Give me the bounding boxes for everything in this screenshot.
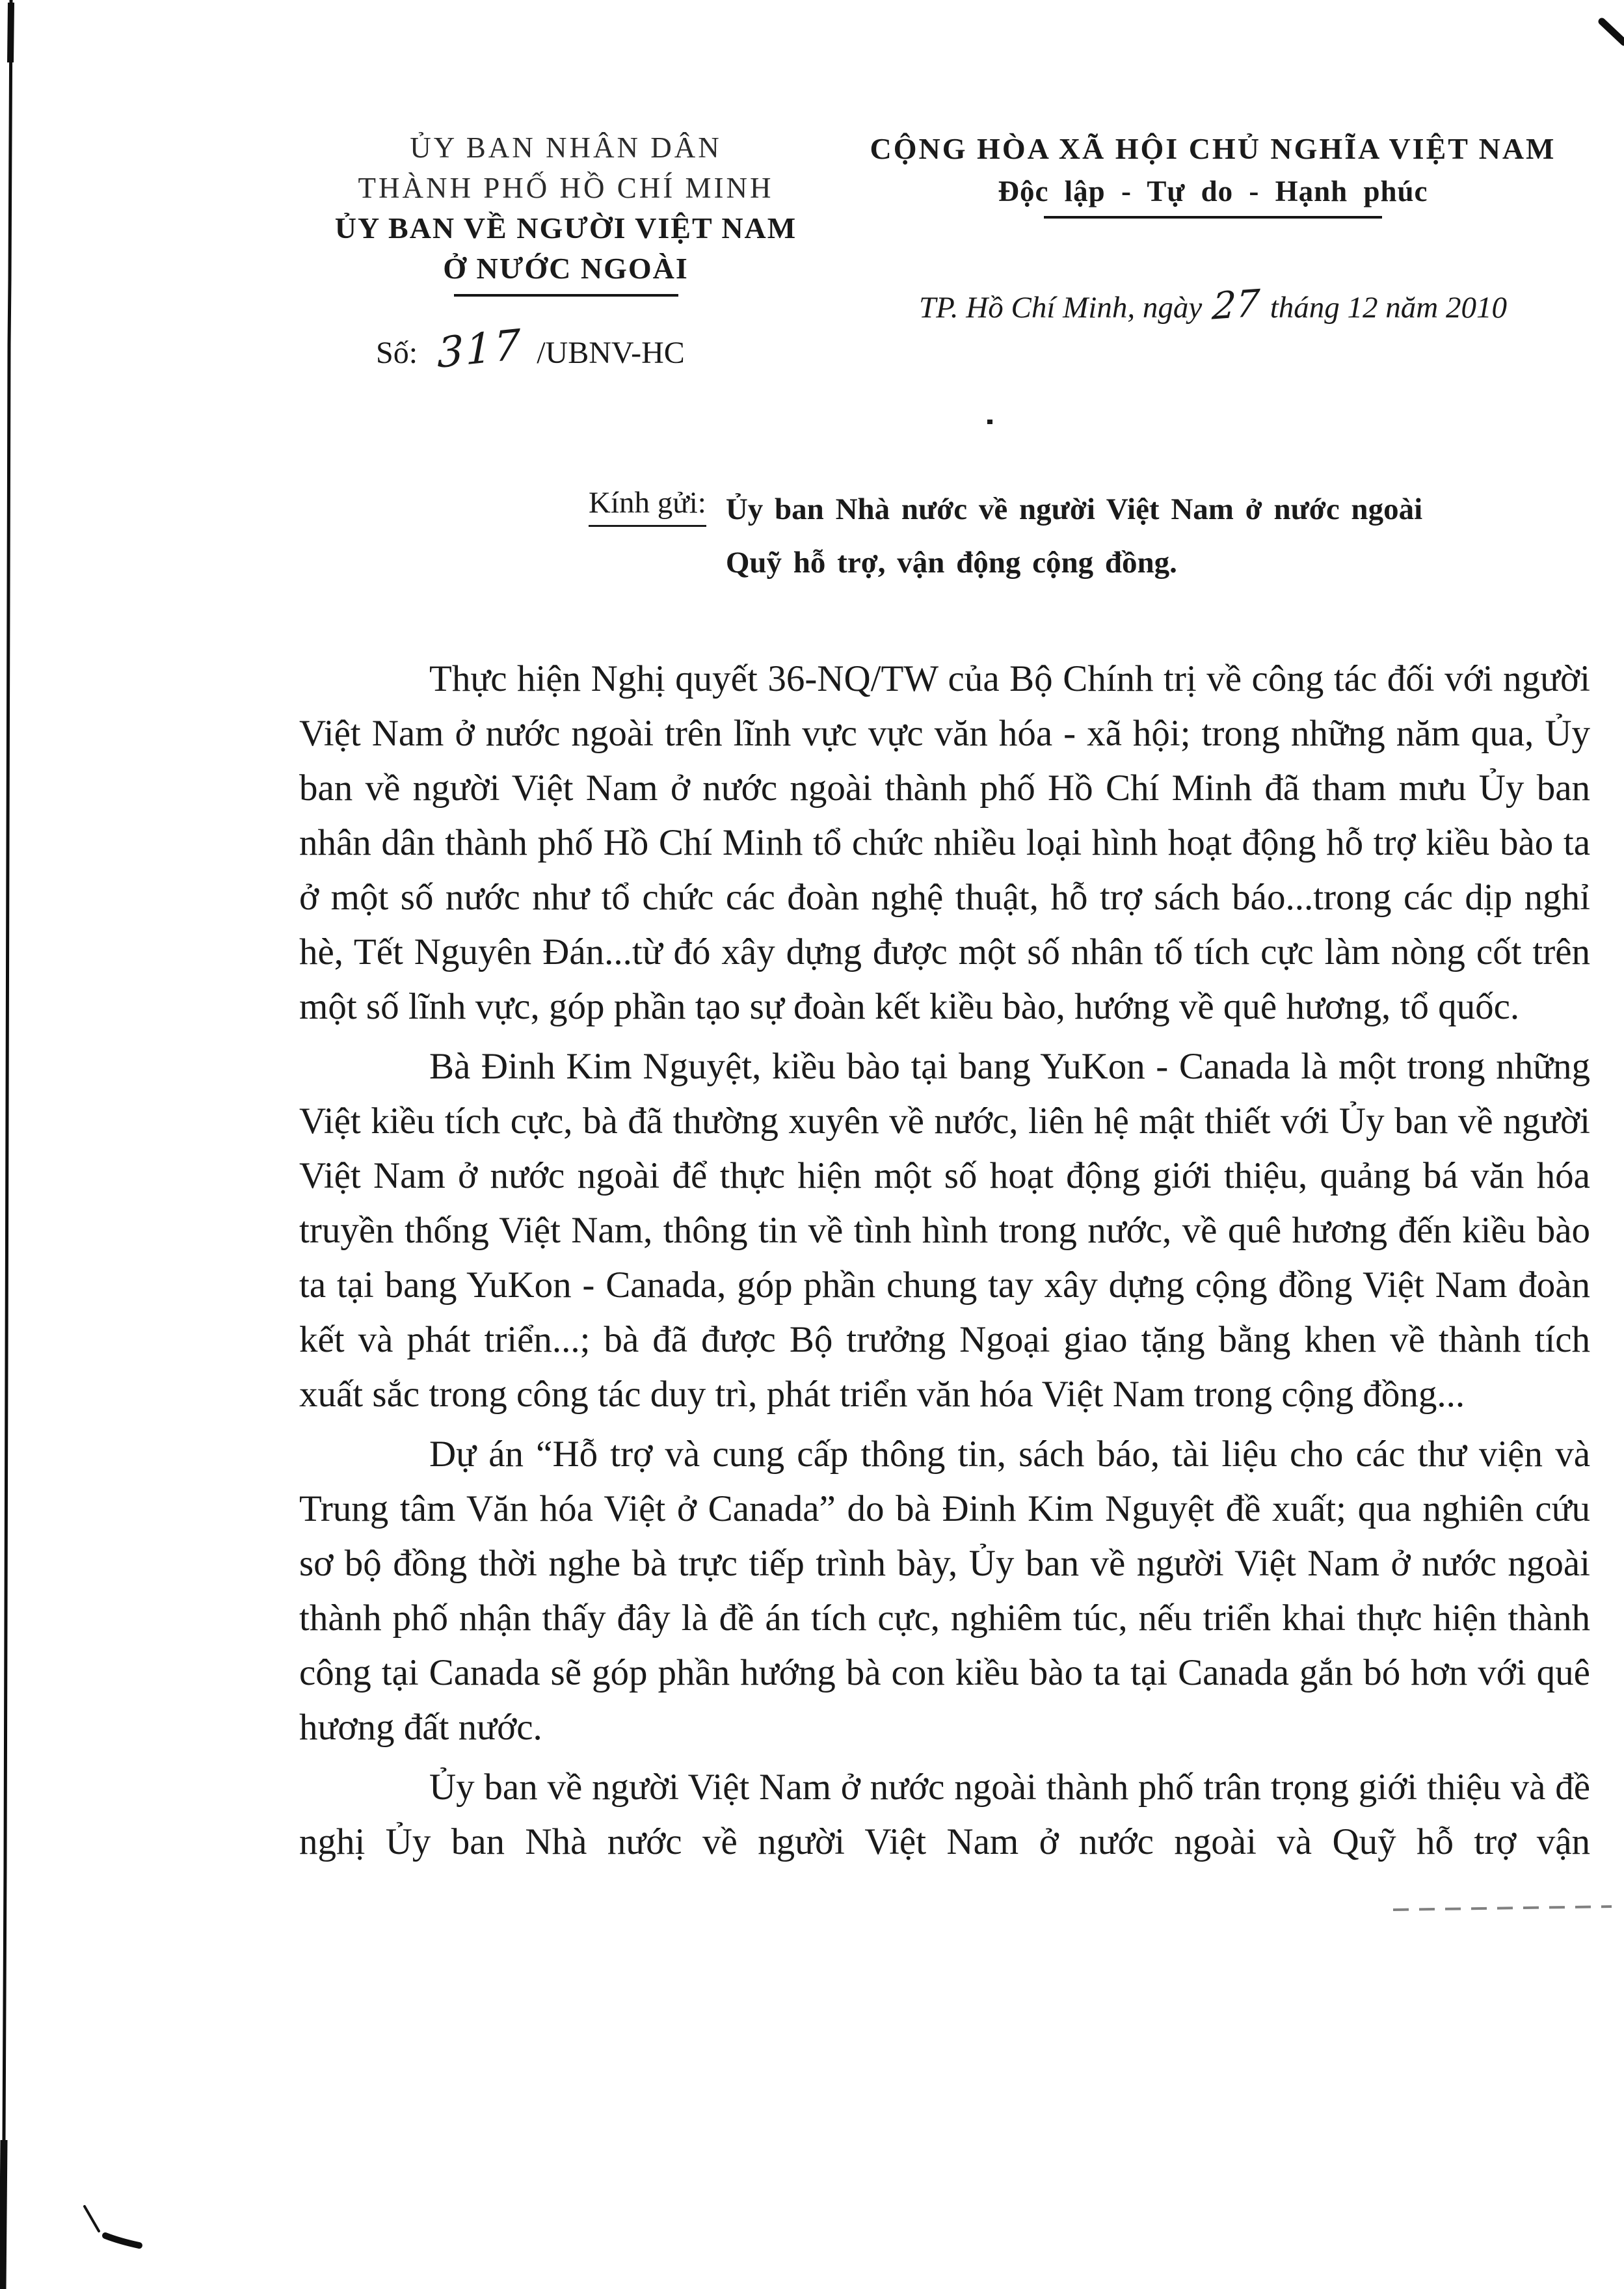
pen-mark-bottom-left-thin [85,2206,99,2231]
scan-edge-line-top-thick [10,3,11,62]
national-title: CỘNG HÒA XÃ HỘI CHỦ NGHĨA VIỆT NAM [870,132,1556,165]
recipient-line2: Quỹ hỗ trợ, vận động cộng đồng. [725,546,1177,580]
issuer-name-line2: Ở NƯỚC NGOÀI [443,252,689,285]
date-day-handwritten: 27 [1210,282,1261,328]
scan-edge-line [3,0,11,2289]
issuing-agency-block [306,127,826,379]
recipient-label: Kính gửi: [589,483,706,527]
scan-dashed-line [1393,1907,1612,1910]
national-divider-rule [1044,216,1382,219]
scan-edge-line-bottom-thick [3,2140,4,2289]
pen-mark-bottom-left-thick [105,2236,139,2245]
issuer-parent-line1: ỦY BAN NHÂN DÂN [410,131,722,164]
national-motto: Độc lập - Tự do - Hạnh phúc [998,175,1428,207]
date-prefix: TP. Hồ Chí Minh, ngày [919,291,1203,325]
reference-number-line [306,320,826,379]
scan-dot [987,420,992,424]
place-date-line [832,284,1593,327]
reference-number-suffix: /UBNV-HC [537,336,685,370]
national-header-block [832,130,1593,327]
reference-number-label: Số: [376,336,418,370]
issuer-name-line1: ỦY BAN VỀ NGƯỜI VIỆT NAM [334,211,797,245]
scan-mark-top-right [1602,21,1624,42]
issuer-parent-line2: THÀNH PHỐ HỒ CHÍ MINH [358,172,774,204]
letter-body [299,652,1590,1875]
recipient-names [726,483,1422,589]
reference-number-handwritten: 317 [437,320,522,379]
recipient-block [589,483,1422,589]
body-paragraph-4-cutoff: Ủy ban về người Việt Nam ở nước ngoài thành phố trân trọng giới thiệu và đề nghị Ủy ban Nhà nước về người Việt Nam ở nước ngoài và Quỹ hỗ trợ vận [299,1767,1590,1862]
recipient-line1: Ủy ban Nhà nước về người Việt Nam ở nước ngoài [725,492,1423,526]
body-paragraph-2: Bà Đinh Kim Nguyệt, kiều bào tại bang YuKon - Canada là một trong những Việt kiều tích cực, bà đã thường xuyên về nước, liên hệ mật thiết với Ủy ban về người Việt Nam ở nước ngoài để thực hiện một số hoạt động giới thiệu, quảng bá văn hóa truyền thống Việt Nam, thông tin về tình hình trong nước, về quê hương đến kiều bào ta tại bang YuKon - Canada, góp phần chung tay xây dựng cộng đồng Việt Nam đoàn kết và phát triển...; bà đã được Bộ trưởng Ngoại giao tặng bằng khen về thành tích xuất sắc trong công tác duy trì, phát triển văn hóa Việt Nam trong cộng đồng... [299,1046,1590,1415]
issuer-divider-rule [454,294,678,297]
body-paragraph-1: Thực hiện Nghị quyết 36-NQ/TW của Bộ Chính trị về công tác đối với người Việt Nam ở nước ngoài trên lĩnh vực vực văn hóa - xã hội; trong những năm qua, Ủy ban về người Việt Nam ở nước ngoài thành phố Hồ Chí Minh đã tham mưu Ủy ban nhân dân thành phố Hồ Chí Minh tổ chức nhiều loại hình hoạt động hỗ trợ kiều bào ta ở một số nước như tổ chức các đoàn nghệ thuật, hỗ trợ sách báo...trong các dịp nghỉ hè, Tết Nguyên Đán...từ đó xây dựng được một số nhân tố tích cực làm nòng cốt trên một số lĩnh vực, góp phần tạo sự đoàn kết kiều bào, hướng về quê hương, tổ quốc. [299,658,1590,1027]
body-paragraph-3: Dự án “Hỗ trợ và cung cấp thông tin, sách báo, tài liệu cho các thư viện và Trung tâm Văn hóa Việt ở Canada” do bà Đinh Kim Nguyệt đề xuất; qua nghiên cứu sơ bộ đồng thời nghe bà trực tiếp trình bày, Ủy ban về người Việt Nam ở nước ngoài thành phố nhận thấy đây là đề án tích cực, nghiêm túc, nếu triển khai thực hiện thành công tại Canada sẽ góp phần hướng bà con kiều bào ta tại Canada gắn bó hơn với quê hương đất nước. [299,1434,1590,1748]
date-suffix: tháng 12 năm 2010 [1270,291,1507,325]
